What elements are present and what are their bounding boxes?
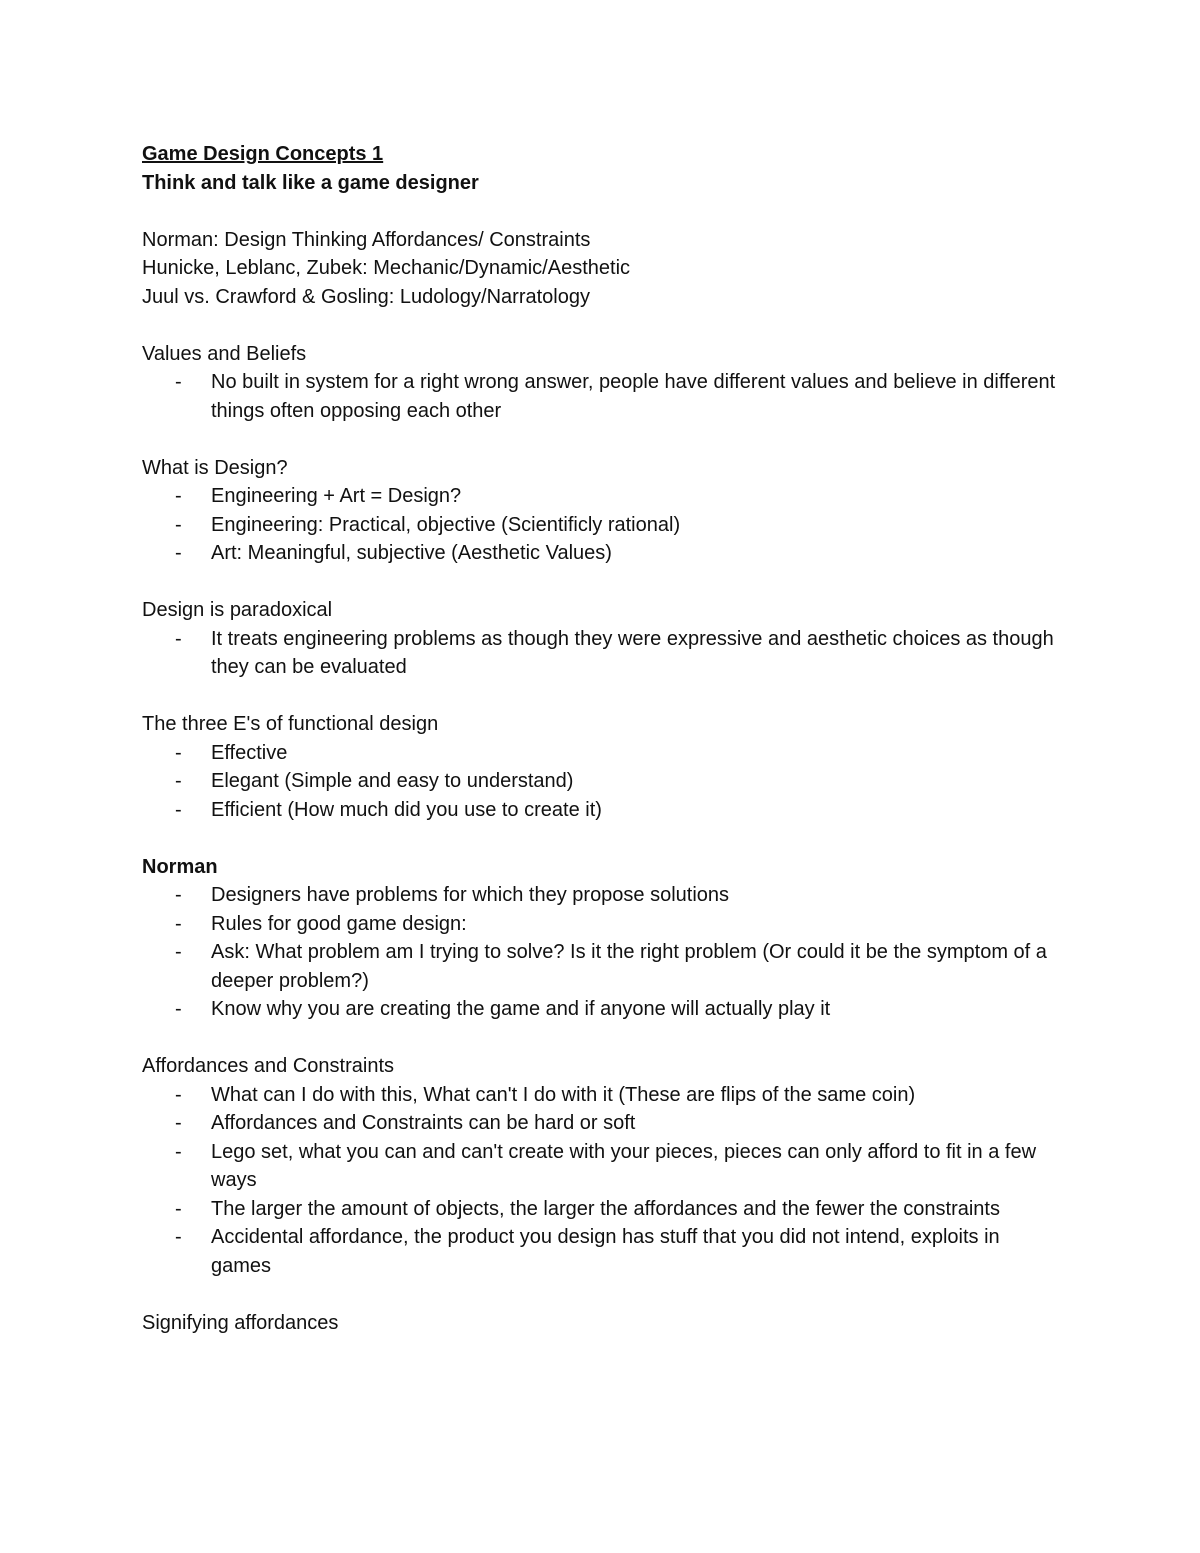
spacer (142, 1280, 1062, 1309)
bullet-dash-icon: - (175, 513, 182, 536)
bullet-text: Lego set, what you can and can't create with your pieces, pieces can only afford to fit in a few ways (211, 1140, 1037, 1191)
bullet-dash-icon: - (175, 371, 182, 393)
bullet-text: Efficient (How much did you use to create it) (211, 798, 602, 821)
bullet-dash-icon: - (175, 1083, 182, 1106)
bullet-text: Know why you are creating the game and if anyone will actually play it (211, 998, 831, 1020)
bullet-item (142, 1081, 1062, 1110)
section (142, 710, 1062, 824)
intro-line: Hunicke, Leblanc, Zubek: Mechanic/Dynamic/Aesthetic (142, 257, 631, 279)
bullet-item (142, 368, 1062, 425)
document-subtitle: Think and talk like a game designer (142, 171, 479, 194)
bullet-dash-icon: - (175, 1140, 182, 1163)
bullet-list (142, 368, 1062, 425)
spacer (142, 311, 1062, 340)
bullet-dash-icon: - (175, 627, 182, 650)
bullet-text: Art: Meaningful, subjective (Aesthetic Values) (211, 542, 612, 564)
section (142, 454, 1062, 568)
spacer (142, 682, 1062, 711)
bullet-item (142, 1138, 1062, 1195)
bullet-text: Engineering + Art = Design? (211, 485, 462, 507)
bullet-text: What can I do with this, What can't I do with it (These are flips of the same coin) (211, 1083, 916, 1106)
section-heading: Affordances and Constraints (142, 1055, 395, 1077)
bullet-list (142, 1081, 1062, 1281)
section-heading: What is Design? (142, 456, 288, 479)
document-page (142, 140, 1062, 1337)
bullet-list (142, 881, 1062, 1024)
bullet-text: Ask: What problem am I trying to solve? Is it the right problem (Or could it be the symptom of a deeper problem?) (211, 941, 1047, 992)
section (142, 596, 1062, 682)
bullet-item (142, 767, 1062, 796)
bullet-item (142, 511, 1062, 540)
bullet-list (142, 739, 1062, 825)
section-heading: Norman (142, 855, 218, 878)
bullet-text: Affordances and Constraints can be hard or soft (211, 1112, 636, 1134)
intro-line: Juul vs. Crawford & Gosling: Ludology/Narratology (142, 285, 590, 308)
bullet-item (142, 539, 1062, 568)
bullet-text: Rules for good game design: (211, 912, 467, 935)
spacer (142, 568, 1062, 597)
bullet-item (142, 938, 1062, 995)
bullet-list (142, 482, 1062, 568)
document-title: Game Design Concepts 1 (142, 143, 384, 165)
section (142, 340, 1062, 426)
bullet-dash-icon: - (175, 884, 182, 906)
bullet-item (142, 482, 1062, 511)
bullet-text: The larger the amount of objects, the larger the affordances and the fewer the constraints (211, 1197, 1000, 1220)
bullet-item (142, 625, 1062, 682)
bullet-item (142, 1109, 1062, 1138)
bullet-item (142, 910, 1062, 939)
bullet-item (142, 739, 1062, 768)
bullet-item (142, 881, 1062, 910)
bullet-text: No built in system for a right wrong answer, people have different values and believe in different things often opposing each other (211, 371, 1056, 422)
bullet-dash-icon: - (175, 770, 182, 792)
bullet-dash-icon: - (175, 941, 182, 963)
section (142, 1052, 1062, 1280)
spacer (142, 197, 1062, 226)
bullet-text: Elegant (Simple and easy to understand) (211, 770, 574, 792)
bullet-dash-icon: - (175, 798, 182, 821)
bullet-item (142, 796, 1062, 825)
bullet-dash-icon: - (175, 1226, 182, 1248)
bullet-dash-icon: - (175, 741, 182, 764)
bullet-dash-icon: - (175, 998, 182, 1020)
bullet-text: It treats engineering problems as though they were expressive and aesthetic choices as though they can be evaluated (211, 627, 1054, 678)
spacer (142, 1024, 1062, 1053)
bullet-text: Accidental affordance, the product you design has stuff that you did not intend, exploits in games (211, 1226, 1000, 1277)
bullet-text: Designers have problems for which they propose solutions (211, 884, 730, 906)
bullet-dash-icon: - (175, 485, 182, 507)
bullet-item (142, 995, 1062, 1024)
section-heading: The three E's of functional design (142, 713, 439, 735)
bullet-list (142, 625, 1062, 682)
bullet-dash-icon: - (175, 1112, 182, 1134)
section-heading: Values and Beliefs (142, 342, 307, 365)
section-heading: Design is paradoxical (142, 599, 333, 621)
spacer (142, 824, 1062, 853)
section (142, 1309, 1062, 1338)
spacer (142, 425, 1062, 454)
bullet-dash-icon: - (175, 912, 182, 935)
bullet-item (142, 1223, 1062, 1280)
section-heading: Signifying affordances (142, 1311, 339, 1334)
intro-block (142, 226, 1062, 312)
bullet-dash-icon: - (175, 1197, 182, 1220)
bullet-text: Engineering: Practical, objective (Scientificly rational) (211, 513, 681, 536)
bullet-text: Effective (211, 741, 288, 764)
intro-line: Norman: Design Thinking Affordances/ Constraints (142, 228, 591, 251)
bullet-dash-icon: - (175, 542, 182, 564)
bullet-item (142, 1195, 1062, 1224)
sections-container (142, 311, 1062, 1337)
section (142, 853, 1062, 1024)
